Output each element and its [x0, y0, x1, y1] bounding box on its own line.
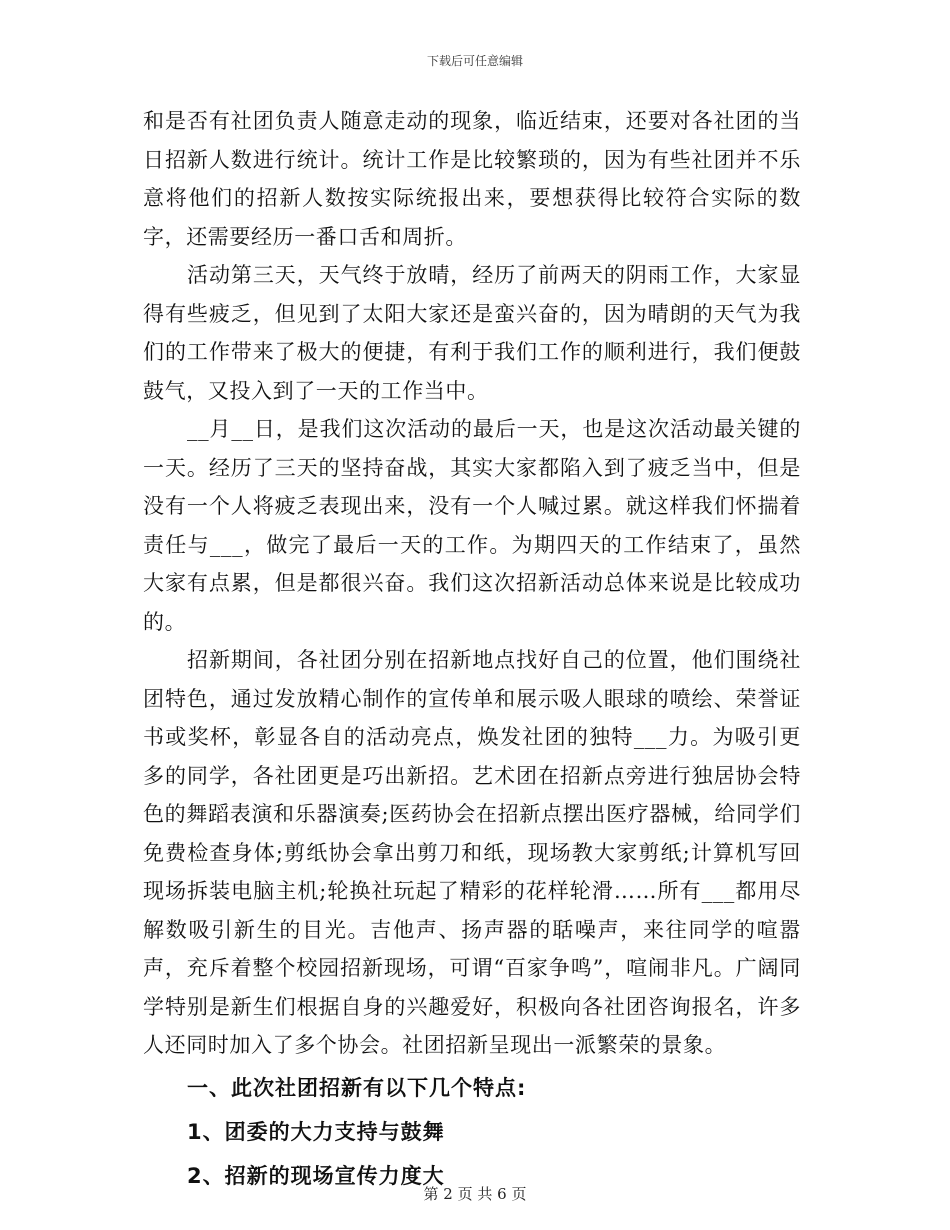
section-heading-features: 一、此次社团招新有以下几个特点: [187, 1075, 527, 1100]
paragraph-third-day: 活动第三天，天气终于放晴，经历了前两天的阴雨工作，大家显得有些疲乏，但见到了太阳大家还是蛮兴奋的，因为晴朗的天气为我们的工作带来了极大的便捷，有利于我们工作的顺利进行，我们便鼓鼓气，又投入到了一天的工作当中。 [143, 263, 801, 403]
paragraph-continued: 和是否有社团负责人随意走动的现象，临近结束，还要对各社团的当日招新人数进行统计。统计工作是比较繁琐的，因为有些社团并不乐意将他们的招新人数按实际统报出来，要想获得比较符合实际的数字，还需要经历一番口舌和周折。 [143, 109, 801, 249]
subheading-publicity: 2、招新的现场宣传力度大 [187, 1163, 445, 1188]
page-header: 下载后可任意编辑 [426, 54, 523, 68]
document-body [143, 102, 801, 1195]
paragraph-recruitment-period: 招新期间，各社团分别在招新地点找好自己的位置，他们围绕社团特色，通过发放精心制作的宣传单和展示吸人眼球的喷绘、荣誉证书或奖杯，彰显各自的活动亮点，焕发社团的独特___力。为吸引更多的同学，各社团更是巧出新招。艺术团在招新点旁进行独居协会特色的舞蹈表演和乐器演奏;医药协会在招新点摆出医疗器械，给同学们免费检查身体;剪纸协会拿出剪刀和纸，现场教大家剪纸;计算机写回现场拆装电脑主机;轮换社玩起了精彩的花样轮滑……所有___都用尽解数吸引新生的目光。吉他声、扬声器的聒噪声，来往同学的喧嚣声，充斥着整个校园招新现场，可谓“百家争鸣”，喧闹非凡。广阔同学特别是新生们根据自身的兴趣爱好，积极向各社团咨询报名，许多人还同时加入了多个协会。社团招新呈现出一派繁荣的景象。 [143, 648, 801, 1057]
subheading-support: 1、团委的大力支持与鼓舞 [187, 1119, 445, 1144]
page-number: 第 2 页 共 6 页 [423, 1185, 527, 1203]
paragraph-last-day: __月__日，是我们这次活动的最后一天，也是这次活动最关键的一天。经历了三天的坚持奋战，其实大家都陷入到了疲乏当中，但是没有一个人将疲乏表现出来，没有一个人喊过累。就这样我们怀揣着责任与___，做完了最后一天的工作。为期四天的工作结束了，虽然大家有点累，但是都很兴奋。我们这次招新活动总体来说是比较成功的。 [143, 417, 801, 634]
